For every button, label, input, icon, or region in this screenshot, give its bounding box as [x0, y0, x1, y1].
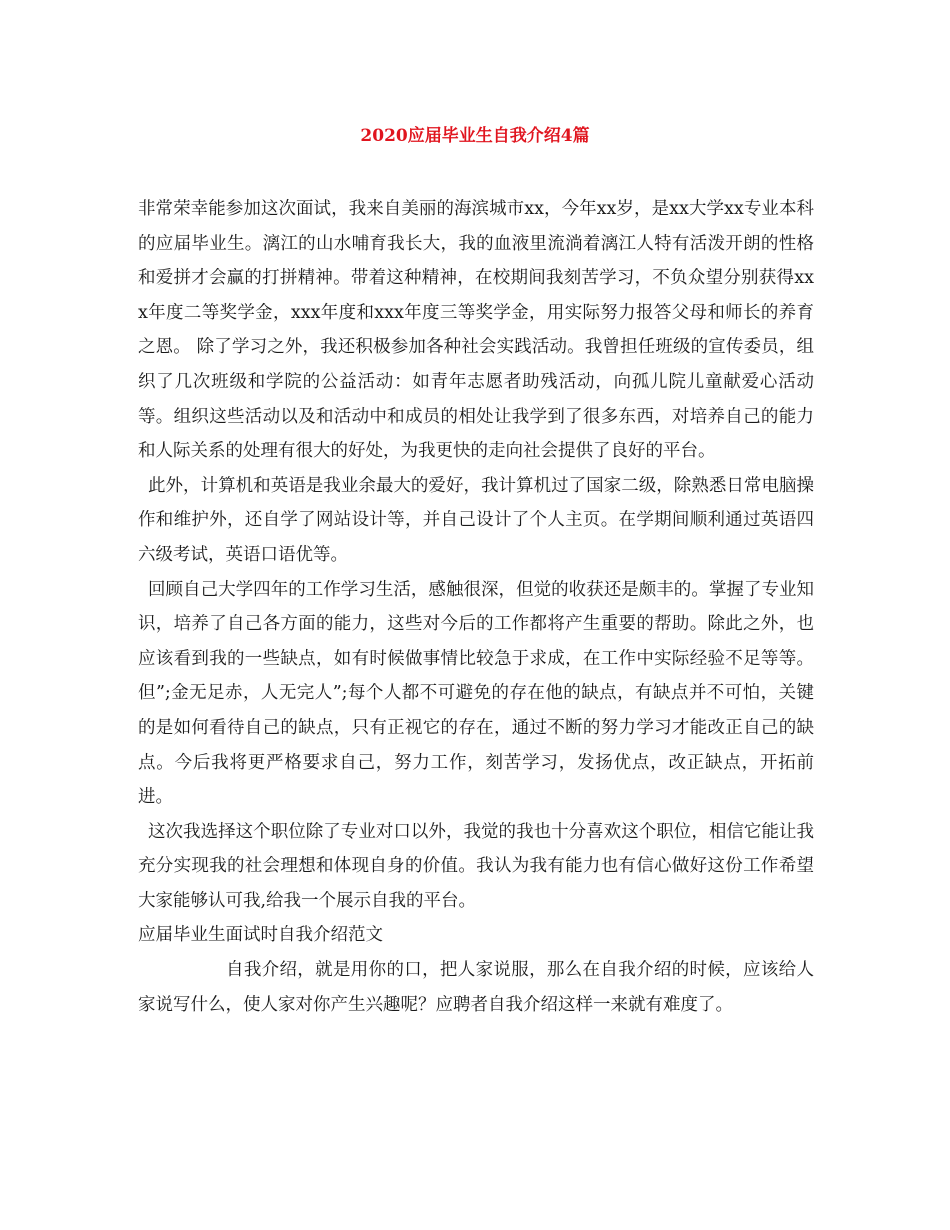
- document-body: [138, 192, 814, 1022]
- paragraph-self-intro-tips: 自我介绍，就是用你的口，把人家说服，那么在自我介绍的时候，应该给人家说写什么，使人家对你产生兴趣呢？应聘者自我介绍这样一来就有难度了。: [138, 960, 814, 1015]
- section-subheading: 应届毕业生面试时自我介绍范文: [138, 925, 383, 946]
- document-title: 2020应届毕业生自我介绍4篇: [360, 126, 590, 146]
- paragraph-position: 这次我选择这个职位除了专业对口以外，我觉的我也十分喜欢这个职位，相信它能让我充分实现我的社会理想和体现自身的价值。我认为我有能力也有信心做好这份工作希望大家能够认可我,给我一个展示自我的平台。: [138, 821, 814, 911]
- paragraph-reflection: 回顾自己大学四年的工作学习生活，感触很深，但觉的收获还是颇丰的。掌握了专业知识，培养了自己各方面的能力，这些对今后的工作都将产生重要的帮助。除此之外，也应该看到我的一些缺点，如有时候做事情比较急于求成，在工作中实际经验不足等等。但”;金无足赤，人无完人”;每个人都不可避免的存在他的缺点，有缺点并不可怕，关键的是如何看待自己的缺点，只有正视它的存在，通过不断的努力学习才能改正自己的缺点。今后我将更严格要求自己，努力工作，刻苦学习，发扬优点，改正缺点，开拓前进。: [138, 579, 814, 808]
- paragraph-intro: 非常荣幸能参加这次面试，我来自美丽的海滨城市xx，今年xx岁，是xx大学xx专业本科的应届毕业生。漓江的山水哺育我长大，我的血液里流淌着漓江人特有活泼开朗的性格和爱拼才会赢的打拼精神。带着这种精神，在校期间我刻苦学习，不负众望分别获得xxx年度二等奖学金，xxx年度和xxx年度三等奖学金，用实际努力报答父母和师长的养育之恩。 除了学习之外，我还积极参加各种社会实践活动。我曾担任班级的宣传委员，组织了几次班级和学院的公益活动：如青年志愿者助残活动，向孤儿院儿童献爱心活动等。组织这些活动以及和活动中和成员的相处让我学到了很多东西，对培养自己的能力和人际关系的处理有很大的好处，为我更快的走向社会提供了良好的平台。: [138, 199, 814, 462]
- paragraph-hobbies: 此外，计算机和英语是我业余最大的爱好，我计算机过了国家二级，除熟悉日常电脑操作和维护外，还自学了网站设计等，并自己设计了个人主页。在学期间顺利通过英语四六级考试，英语口语优等。: [138, 475, 814, 565]
